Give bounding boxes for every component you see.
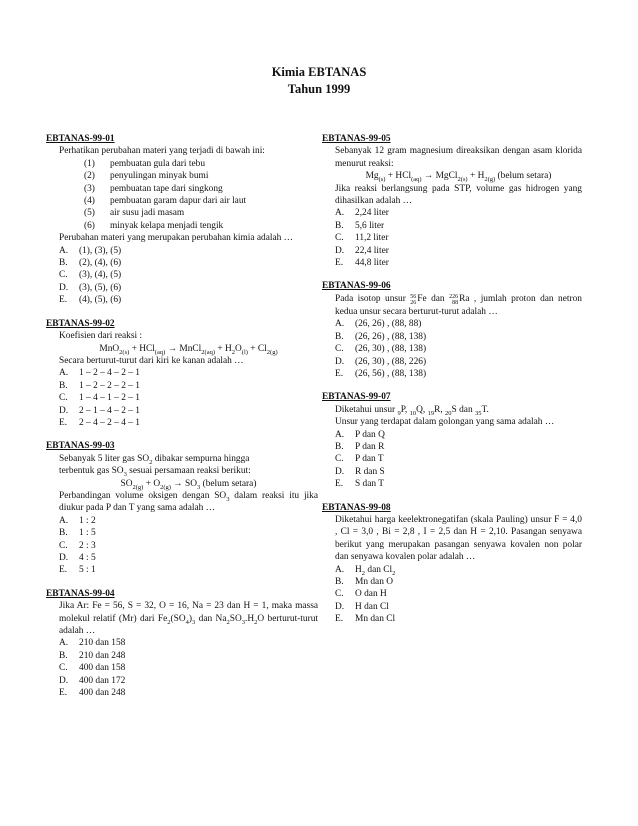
list-item: (5) air susu jadi masam [84,208,185,219]
question-text: Secara berturut-turut dari kiri ke kanan adalah … [59,355,244,366]
title-line-2: Tahun 1999 [287,82,351,96]
question-text: Perubahan materi yang merupakan perubahan kimia adalah … [59,233,294,244]
question-2 [46,318,318,430]
answer-option: C. O dan H [335,589,387,600]
answer-option: C. P dan T [335,454,384,465]
answer-option: E. (4), (5), (6) [59,295,122,306]
answer-option: E. 400 dan 248 [59,688,126,699]
answer-option: A. 1 – 2 – 4 – 2 – 1 [59,368,140,379]
answer-option: A. (1), (3), (5) [59,245,122,256]
answer-option: C. (26, 30) , (88, 138) [335,344,427,355]
answer-options [335,318,582,380]
question-8 [322,502,582,626]
right-column [322,133,582,637]
answer-options [335,564,582,626]
question-intro: Diketahui unsur $_9$P, $_{10}$Q, $_{19}$R, $_{20}$S dan $_{35}$T. [335,404,489,417]
answer-option: B. 1 : 5 [59,528,96,539]
answer-options [335,429,582,491]
answer-option: E. S dan T [335,479,384,490]
question-4 [46,588,318,700]
answer-option: C. 1 – 4 – 1 – 2 – 1 [59,393,140,404]
question-heading: EBTANAS-99-04 [46,588,115,599]
answer-option: A. 1 : 2 [59,515,96,526]
question-5 [322,133,582,269]
question-heading: EBTANAS-99-02 [46,318,115,329]
answer-option: B. 1 – 2 – 2 – 2 – 1 [59,380,140,391]
answer-options [59,367,318,429]
left-column [46,133,318,710]
answer-option: E. (26, 56) , (88, 138) [335,368,427,379]
answer-option: B. (26, 26) , (88, 138) [335,331,427,342]
answer-option: A. 210 dan 158 [59,638,126,649]
list-item: (3) pembuatan tape dari singkong [84,183,223,194]
question-intro: Sebanyak 5 liter gas $SO_2$ dibakar sempurna hingga [59,453,250,466]
answer-option: B. 210 dan 248 [59,650,126,661]
answer-option: C. 11,2 liter [335,233,389,244]
answer-option: C. 400 dan 158 [59,663,126,674]
answer-option: D. R dan S [335,466,385,477]
question-intro: Koefisien dari reaksi : [59,331,143,342]
isotope-fe-numbers: 56 26 [410,293,417,306]
answer-option: E. 5 : 1 [59,565,96,576]
question-text: Unsur yang terdapat dalam golongan yang sama adalah … [335,417,555,428]
question-heading: EBTANAS-99-03 [46,441,115,452]
answer-option: D. (3), (5), (6) [59,282,122,293]
question-heading: EBTANAS-99-07 [322,392,391,403]
answer-option: D. (26, 30) , (88, 226) [335,356,427,367]
answer-option: C. 2 : 3 [59,540,96,551]
answer-option: A. P dan Q [335,429,385,440]
answer-option: C. (3), (4), (5) [59,270,122,281]
answer-option: A. (26, 26) , (88, 88) [335,319,422,330]
question-heading: EBTANAS-99-06 [322,281,391,292]
answer-option: E. 44,8 liter [335,258,389,269]
answer-options [59,637,318,699]
list-item: (4) pembuatan garam dapur dari air laut [84,196,247,207]
title-line-1: Kimia EBTANAS [271,65,367,79]
answer-options [59,245,318,307]
reaction-equation: $SO_{2(g)} + O_{2(g)} \to SO_3$ (belum setara) [120,478,257,491]
answer-option: E. 2 – 4 – 2 – 4 – 1 [59,417,140,428]
question-intro: Perhatikan perubahan materi yang terjadi di bawah ini: [59,146,265,157]
answer-option: E. Mn dan Cl [335,614,396,625]
question-text: Jika reaksi berlangsung pada STP, volume gas hidrogen yang dihasilkan adalah … [335,183,582,207]
question-heading: EBTANAS-99-08 [322,502,391,513]
question-text: Jika Ar: Fe = 56, S = 32, O = 16, Na = 23 dan H = 1, maka massa molekul relatif (Mr) dari $Fe_2(SO_4)_3$ dan $Na_2SO_3.H_2O$ berturut-turut adalah … [59,601,319,637]
answer-options [335,207,582,269]
answer-option: A. $H_2$ dan $Cl_2$ [335,564,396,577]
answer-option: D. 22,4 liter [335,245,389,256]
answer-option: A. 2,24 liter [335,208,389,219]
answer-options [59,515,318,577]
list-item: (6) minyak kelapa menjadi tengik [84,220,224,231]
page-title [0,64,638,98]
answer-option: D. H dan Cl [335,601,389,612]
list-item: (2) penyulingan minyak bumi [84,171,209,182]
question-3 [46,440,318,576]
answer-option: B. 5,6 liter [335,220,385,231]
question-text: Pada isotop unsur 56 26Fe dan 226 88Ra , jumlah proton dan netron kedua unsur secara berturut-turut adalah … [335,293,582,317]
answer-option: D. 400 dan 172 [59,675,126,686]
answer-option: D. 4 : 5 [59,553,96,563]
question-text: Diketahui harga keelektronegatifan (skala Pauling) unsur F = 4,0 , Cl = 3,0 , Bi = 2,8 , I = 2,5 dan H = 2,10. Pasangan senyawa berikut yang merupakan pasangan senyawa kovalen non polar dan senyawa kovalen polar adalah … [335,514,582,563]
question-heading: EBTANAS-99-05 [322,134,391,144]
reaction-equation: MnO$_{2(s)}$ + HCl$_{(aq)}$ → MnCl$_{2(aq)}$ + $H_2O_{(l)} + Cl_{2(g)}$ [99,343,278,356]
question-1 [46,133,318,307]
question-text: Perbandingan volume oksigen dengan $SO_3$ dalam reaksi itu jika diukur pada P dan T yang sama adalah … [59,490,319,514]
question-heading: EBTANAS-99-01 [46,134,115,144]
question-intro: terbentuk gas $SO_3$ sesuai persamaan reaksi berikut: [59,466,251,479]
reaction-equation: $Mg_{(s)} + HCl_{(aq)}$ → MgCl$_{2(s)}$ + $H_{2(g)}$ (belum setara) [365,171,552,184]
answer-option: D. 2 – 1 – 4 – 2 – 1 [59,405,140,416]
change-list [59,158,318,232]
list-item: (1) pembuatan gula dari tebu [84,158,206,169]
answer-option: B. (2), (4), (6) [59,258,122,269]
answer-option: B. Mn dan O [335,577,394,587]
question-7 [322,391,582,490]
question-6 [322,280,582,380]
answer-option: B. P dan R [335,441,385,452]
isotope-ra-numbers: 226 88 [449,293,459,306]
question-intro: Sebanyak 12 gram magnesium direaksikan dengan asam klorida menurut reaksi: [335,146,582,169]
